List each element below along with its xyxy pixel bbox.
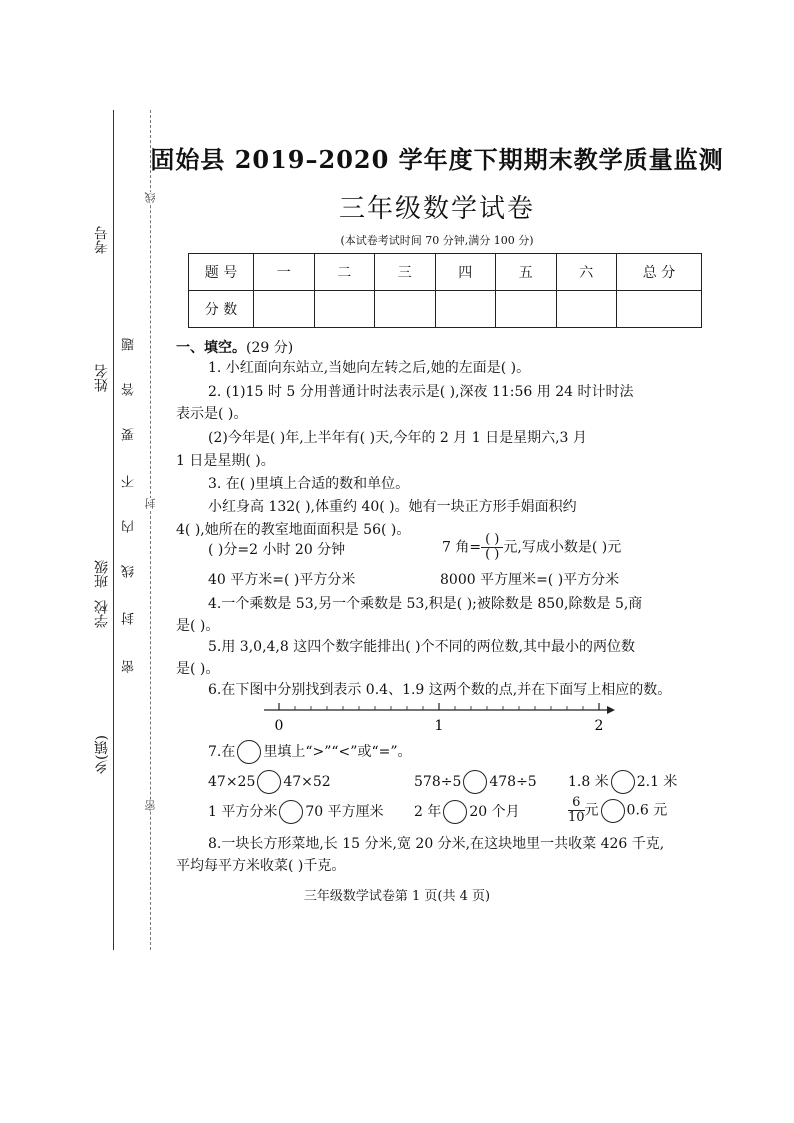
q7-left: 1 平方分米 [208, 804, 278, 820]
seal-char-7: 答 [122, 383, 137, 396]
question-8: 8.一块长方形菜地,长 15 分米,宽 20 分米,在这块地里一共收菜 426 千克, [208, 836, 665, 852]
q7-answer-circle[interactable] [257, 770, 281, 794]
question-2b-cont: 1 日是星期( )。 [176, 453, 275, 469]
question-7 [208, 740, 412, 764]
q7-item-6 [568, 796, 667, 825]
q3b-suffix: 元,写成小数是( )元 [503, 539, 622, 556]
section-heading-text: 一、填空。 [176, 340, 246, 356]
question-8-cont: 平均每平方米收菜( )千克。 [176, 858, 346, 874]
score-table-score-row [189, 291, 702, 328]
exam-title: 固始县 2019–2020 学年度下期期末教学质量监测 [150, 145, 724, 174]
seal-inner-seal: 封 [144, 498, 157, 509]
school-label: 学校 [94, 600, 110, 628]
question-2a: 2. (1)15 时 5 分用普通计时法表示是( ),深夜 11:56 用 24 时计时法 [208, 384, 634, 400]
question-1: 1. 小红面向东站立,当她向左转之后,她的左面是( )。 [208, 360, 531, 376]
question-3b-right [442, 533, 621, 562]
score-table-header-row [189, 254, 702, 291]
section-points: (29 分) [246, 340, 294, 356]
q7-right: 47×52 [283, 774, 331, 790]
question-3a: 小红身高 132( ),体重约 40( )。她有一块正方形手娟面积约 [208, 499, 577, 515]
question-5: 5.用 3,0,4,8 这四个数字能排出( )个不同的两位数,其中最小的两位数 [208, 639, 636, 655]
page-footer: 三年级数学试卷第 1 页(共 4 页) [303, 889, 491, 904]
question-3b-left: ( )分=2 小时 20 分钟 [208, 542, 346, 558]
score-header-cell: 六 [556, 254, 617, 291]
seal-char-6: 要 [122, 428, 137, 441]
q7-answer-circle[interactable] [443, 800, 467, 824]
q7-item-5 [414, 800, 520, 824]
exam-note: (本试卷考试时间 70 分钟,满分 100 分) [340, 234, 534, 247]
seal-char-2: 封 [122, 612, 137, 625]
score-cell[interactable] [496, 291, 557, 328]
question-6: 6.在下图中分别找到表示 0.4、1.9 这两个数的点,并在下面写上相应的数。 [208, 682, 672, 698]
q3b-frac-den: ( ) [485, 547, 500, 562]
number-line-label-0: 0 [274, 718, 284, 734]
exam-subtitle: 三年级数学试卷 [338, 194, 535, 224]
score-header-cell: 四 [435, 254, 496, 291]
score-cell[interactable] [254, 291, 315, 328]
q7-item-3 [568, 770, 677, 794]
town-label: 乡(镇) [94, 735, 110, 774]
q7-left: 578÷5 [414, 774, 462, 790]
section-heading [176, 338, 293, 358]
q7-right: 0.6 元 [626, 802, 668, 819]
number-line [262, 698, 618, 738]
q7-right: 20 个月 [469, 804, 520, 820]
seal-char-5: 不 [122, 475, 137, 488]
question-3a-cont: 4( ),她所在的教室地面面积是 56( )。 [176, 522, 411, 538]
q7-right: 2.1 米 [636, 774, 678, 790]
q3b-fraction [481, 533, 503, 562]
q7-frac-unit: 元 [584, 802, 599, 819]
q7-answer-circle[interactable] [279, 800, 303, 824]
q7-right: 478÷5 [489, 774, 537, 790]
score-header-cell: 一 [254, 254, 315, 291]
score-table [188, 253, 702, 328]
number-line-arrow [607, 706, 615, 714]
score-cell[interactable] [556, 291, 617, 328]
q7-answer-circle[interactable] [611, 770, 635, 794]
score-cell[interactable] [314, 291, 375, 328]
name-label: 姓名 [94, 364, 110, 392]
question-3c-left: 40 平方米=( )平方分米 [208, 572, 356, 588]
score-header-cell: 二 [314, 254, 375, 291]
q7-left: 2 年 [414, 804, 442, 820]
score-cell[interactable] [375, 291, 436, 328]
score-row-label: 分 数 [189, 291, 254, 328]
question-5-cont: 是( )。 [176, 661, 220, 677]
question-2a-cont: 表示是( )。 [176, 406, 248, 422]
seal-char-4: 内 [122, 520, 137, 533]
number-line-label-2: 2 [594, 718, 604, 734]
seal-inner-secret: 密 [144, 800, 157, 811]
score-cell[interactable] [617, 291, 702, 328]
question-4-cont: 是( )。 [176, 618, 220, 634]
score-header-cell: 五 [496, 254, 557, 291]
question-2b: (2)今年是( )年,上半年有( )天,今年的 2 月 1 日是星期六,3 月 [208, 430, 587, 446]
class-label: 班级 [94, 560, 110, 588]
q7-item-2 [414, 770, 537, 794]
score-header-cell: 题 号 [189, 254, 254, 291]
q7-frac-num: 6 [568, 796, 585, 811]
q7-frac-den: 10 [568, 810, 585, 825]
seal-char-1: 密 [122, 660, 137, 673]
seal-char-3: 线 [122, 565, 137, 578]
q7-left: 1.8 米 [568, 774, 609, 790]
q7-prefix: 7.在 [208, 744, 236, 760]
compare-circle-icon [237, 740, 261, 764]
score-cell[interactable] [435, 291, 496, 328]
q7-item-4 [208, 800, 384, 824]
q7-answer-circle[interactable] [463, 770, 487, 794]
number-line-label-1: 1 [434, 718, 444, 734]
exam-no-label: 考号 [94, 226, 110, 254]
q7-answer-circle[interactable] [601, 799, 625, 823]
q7-fraction [568, 796, 585, 825]
number-line-ticks [279, 703, 599, 710]
q7-item-1 [208, 770, 331, 794]
q7-left: 47×25 [208, 774, 256, 790]
score-header-cell: 三 [375, 254, 436, 291]
question-3c-right: 8000 平方厘米=( )平方分米 [440, 572, 620, 588]
q7-right: 70 平方厘米 [305, 804, 384, 820]
q3b-prefix: 7 角= [442, 539, 482, 556]
q3b-frac-num: ( ) [481, 533, 503, 548]
seal-char-8: 题 [122, 338, 137, 351]
seal-inner-line: 线 [144, 192, 157, 203]
question-3: 3. 在( )里填上合适的数和单位。 [208, 476, 410, 492]
q7-suffix: 里填上“>”“<”或“=”。 [263, 744, 412, 760]
score-header-cell: 总 分 [617, 254, 702, 291]
question-4: 4.一个乘数是 53,另一个乘数是 53,积是( );被除数是 850,除数是 5,商 [208, 596, 643, 612]
